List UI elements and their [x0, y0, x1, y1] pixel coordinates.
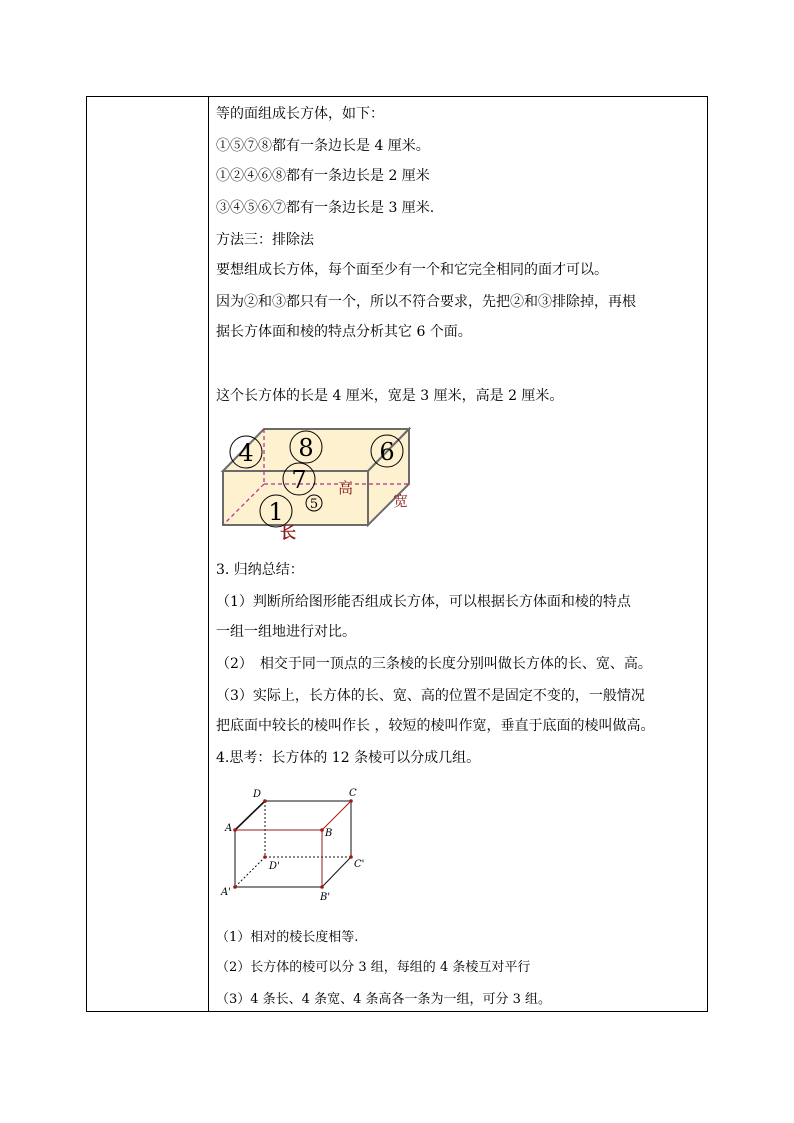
vertex-c — [349, 799, 353, 803]
vertex-a — [233, 828, 237, 832]
method3-p2a: 因为②和③都只有一个，所以不符合要求，先把②和③排除掉，再根 — [216, 294, 636, 310]
vertex-c1-label: C' — [354, 859, 365, 870]
height-label: 高 — [338, 479, 354, 497]
vertex-d1 — [263, 855, 267, 859]
face-1-label: 1 — [268, 498, 284, 526]
edge-b-c — [322, 801, 351, 830]
vertex-b1 — [320, 885, 324, 889]
vertex-d-label: D — [253, 789, 262, 800]
summary-s3b: 把底面中较长的棱叫作长 ，较短的棱叫作宽，垂直于底面的棱叫做高。 — [216, 718, 655, 734]
length-label: 长 — [280, 523, 297, 541]
vertex-c-label: C — [349, 788, 357, 799]
method3-title: 方法三：排除法 — [216, 232, 314, 248]
vertex-b-label: B — [325, 828, 333, 839]
cuboid-figure — [220, 423, 420, 541]
think-a1: （1）相对的棱长度相等. — [216, 930, 359, 945]
think-a3: （3）4 条长、4 条宽、4 条高各一条为一组，可分 3 组。 — [216, 992, 552, 1007]
method2-row3: ③④⑤⑥⑦都有一条边长是 3 厘米. — [216, 200, 435, 216]
edge-b1-c1 — [322, 857, 351, 887]
vertex-b1-label: B' — [320, 892, 331, 903]
face-4-label: 4 — [238, 439, 254, 467]
lesson-table — [86, 96, 708, 1012]
method2-intro: 等的面组成长方体，如下： — [216, 106, 384, 122]
summary-s1b: 一组一组地进行对比。 — [216, 624, 356, 640]
face-7-label: 7 — [291, 466, 307, 494]
think-title: 4.思考：长方体的 12 条棱可以分成几组。 — [216, 750, 481, 766]
vertex-a-label: A — [225, 823, 233, 834]
method2-row1: ①⑤⑦⑧都有一条边长是 4 厘米。 — [216, 138, 430, 154]
vertex-d — [263, 799, 267, 803]
summary-s3a: （3）实际上，长方体的长、宽、高的位置不是固定不变的，一般情况 — [216, 688, 645, 704]
face-6-label: 6 — [379, 438, 395, 466]
labelled-cuboid-figure — [218, 783, 378, 903]
summary-title: 3. 归纳总结： — [216, 562, 304, 578]
edge-d1-a1 — [235, 857, 265, 887]
face-8-label: 8 — [298, 434, 314, 462]
method2-row2: ①②④⑥⑧都有一条边长是 2 厘米 — [216, 168, 430, 184]
method3-p1: 要想组成长方体，每个面至少有一个和它完全相同的面才可以。 — [216, 262, 608, 278]
vertex-a1-label: A' — [221, 887, 231, 898]
summary-s2: （2） 相交于同一顶点的三条棱的长度分别叫做长方体的长、宽、高。 — [216, 656, 652, 672]
vertex-c1 — [349, 855, 353, 859]
edge-a-d — [235, 801, 265, 830]
method3-p2b: 据长方体面和棱的特点分析其它 6 个面。 — [216, 324, 472, 340]
summary-s1a: （1）判断所给图形能否组成长方体，可以根据长方体面和棱的特点 — [216, 594, 631, 610]
conclusion: 这个长方体的长是 4 厘米，宽是 3 厘米，高是 2 厘米。 — [216, 388, 564, 404]
face-5-label: 5 — [309, 497, 319, 512]
vertex-d1-label: D' — [269, 861, 280, 872]
column-divider — [208, 97, 209, 1011]
vertex-a1 — [233, 885, 237, 889]
think-a2: （2）长方体的棱可以分 3 组，每组的 4 条棱互对平行 — [216, 960, 531, 975]
vertex-b — [320, 828, 324, 832]
width-label: 宽 — [393, 492, 409, 510]
